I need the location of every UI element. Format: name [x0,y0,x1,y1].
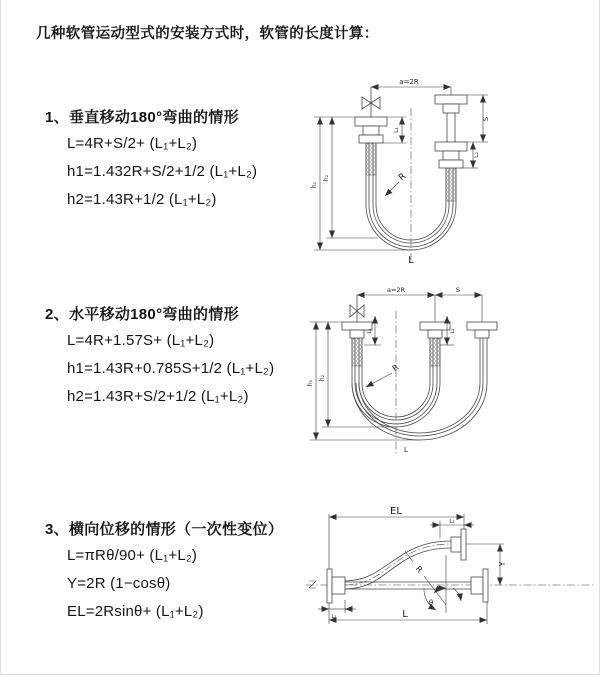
section-3-formula-EL: EL=2Rsinθ+ (L₁+L₂) [67,603,204,620]
dim-label-fitting-left: L₁ [367,328,373,334]
dim-label-span: a=2R [386,286,406,294]
upper-fitting-displaced [451,529,466,560]
section-1-formula-L: L=4R+S/2+ (L₁+L₂) [67,135,198,152]
diagram-vertical-180-bend [306,70,596,265]
dim-label-h2: h₂ [323,174,330,182]
dim-label-stroke: S [455,286,461,294]
dim-label-length: L [404,446,408,454]
diagram-horizontal-180-bend [306,283,600,468]
dim-label-fitting-top: L₂ [449,519,455,525]
braided-section-left [352,338,362,366]
braided-section-middle [430,338,440,366]
valve-icon [362,87,380,117]
dim-label-fitting-right: L₂ [450,328,456,334]
dim-label-fitting-left: L₁ [331,614,337,620]
middle-fitting [420,322,450,338]
section-1-formula-h1: h1=1.432R+S/2+1/2 (L₁+L₂) [67,163,258,180]
dim-label-h1: h₁ [311,181,318,189]
dim-label-effective-length: EL [390,506,402,517]
hose-u-bend-displaced [352,338,487,440]
dim-label-offset: Y [498,561,507,567]
braided-section-right [446,168,456,201]
section-2-formula-h2: h2=1.43R+S/2+1/2 (L₁+L₂) [67,388,249,405]
dim-label-span: a=2R [399,78,419,86]
dim-label-radius: R [390,362,401,374]
dim-label-h2: h₂ [319,374,326,382]
right-fitting [467,322,497,338]
page-title: 几种软管运动型式的安装方式时，软管的长度计算： [36,26,379,42]
dim-label-angle: θ [428,599,434,607]
right-fitting [435,95,467,168]
braided-section-left [366,143,376,175]
left-fitting [355,117,387,143]
section-1-heading: 1、垂直移动180°弯曲的情形 [45,109,239,126]
left-fitting [327,569,345,603]
dim-label-radius: R [397,171,409,184]
dimensions [311,78,490,266]
dim-label-radius: R [413,564,425,575]
section-3-formula-Y: Y=2R (1−cosθ) [67,575,171,592]
dim-label-length: L [408,255,414,266]
hose-straight-original [345,582,471,589]
valve-icon [350,295,364,322]
dimensions [318,506,507,624]
centerline-break-symbol [309,581,316,588]
section-2-heading: 2、水平移动180°弯曲的情形 [45,306,239,323]
section-2-formula-h1: h1=1.43R+0.785S+1/2 (L₁+L₂) [67,360,275,377]
dim-label-length: L [402,609,408,620]
right-fitting-original [471,569,488,602]
dim-label-h1: h₁ [307,379,314,387]
section-3-formula-L: L=πRθ/90+ (L₁+L₂) [67,547,198,564]
dim-label-stroke: S [482,116,490,122]
section-1-formula-h2: h2=1.43R+1/2 (L₁+L₂) [67,191,217,208]
diagram-lateral-displacement [301,503,600,658]
dim-label-fitting-left: L₁ [393,127,400,133]
section-2-formula-L: L=4R+1.57S+ (L₁+L₂) [67,332,215,349]
section-3-heading: 3、横向位移的情形（一次性变位） [45,521,284,538]
dim-label-fitting-right: L₂ [473,152,480,158]
